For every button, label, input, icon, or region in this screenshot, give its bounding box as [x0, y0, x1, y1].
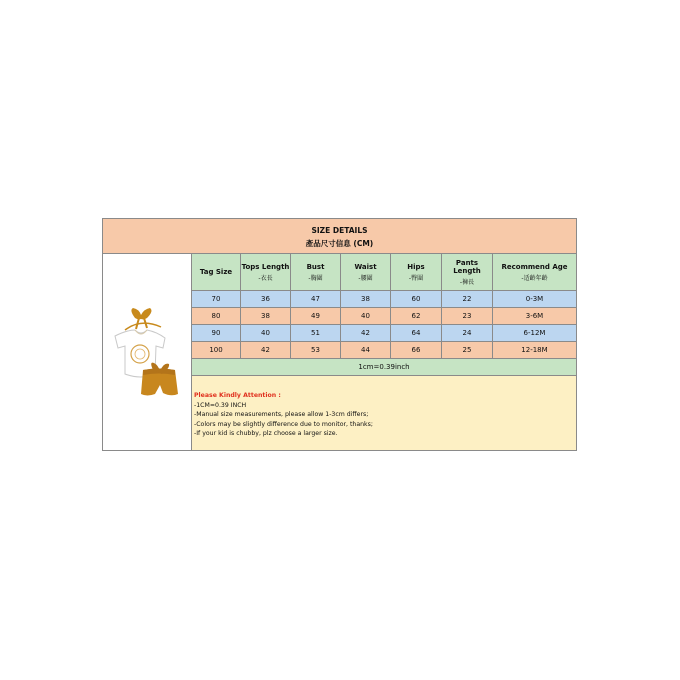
column-header-label: Bust: [306, 262, 325, 271]
table-cell: 23: [442, 308, 493, 324]
column-header-label: Recommend Age: [501, 262, 568, 271]
table-cell: 66: [391, 342, 442, 358]
table-cell: 51: [291, 325, 341, 341]
table-cell: 44: [341, 342, 391, 358]
column-header-label: Tag Size: [199, 268, 233, 276]
column-header-label: Waist: [354, 262, 377, 271]
table-cell: 64: [391, 325, 442, 341]
column-header: [442, 254, 493, 290]
column-header-sub: -衣長: [258, 274, 273, 282]
column-header: [291, 254, 341, 290]
attention-notes: [192, 376, 576, 450]
table-cell: 22: [442, 291, 493, 307]
column-header: [192, 254, 241, 290]
note-line: -Manual size measurements, please allow 1-3cm differs;: [194, 411, 369, 419]
table-cell: 38: [241, 308, 291, 324]
column-header-label: Tops Length: [241, 262, 290, 271]
product-photo: [103, 254, 192, 450]
conversion-row: [192, 359, 576, 376]
column-header-label: Pants Length: [453, 258, 481, 275]
table-row: [192, 308, 576, 325]
note-line: -Colors may be slightly difference due to monitor, thanks;: [194, 420, 373, 428]
attention-heading: Please Kindly Attention :: [194, 392, 281, 399]
table-cell: 42: [241, 342, 291, 358]
table-cell: 40: [341, 308, 391, 324]
column-header: [391, 254, 442, 290]
table-cell: 100: [192, 342, 241, 358]
note-line: -If your kid is chubby, plz choose a larger size.: [194, 430, 338, 438]
table-row: [192, 291, 576, 308]
table-cell: 90: [192, 325, 241, 341]
table-cell: 25: [442, 342, 493, 358]
column-header-sub: -腰圍: [358, 274, 373, 282]
table-cell: 42: [341, 325, 391, 341]
table-cell: 53: [291, 342, 341, 358]
table-cell: 40: [241, 325, 291, 341]
column-header: [493, 254, 576, 290]
table-cell: 38: [341, 291, 391, 307]
chart-title: SIZE DETAILS: [311, 226, 368, 235]
column-header-label: Hips: [407, 262, 425, 271]
table-cell: 12-18M: [521, 346, 548, 354]
column-header: [341, 254, 391, 290]
table-cell: 49: [291, 308, 341, 324]
column-header: [241, 254, 291, 290]
table-cell: 80: [192, 308, 241, 324]
column-header-sub: -胸圍: [308, 274, 323, 282]
size-chart-header: [103, 219, 576, 254]
table-cell: 47: [291, 291, 341, 307]
note-line: -1CM=0.39 INCH: [194, 401, 247, 409]
table-cell: 70: [192, 291, 241, 307]
chart-subtitle: 產品尺寸信息 (CM): [305, 239, 374, 248]
table-cell: 0-3M: [525, 295, 544, 303]
table-cell: 6-12M: [523, 329, 546, 337]
table-cell: 60: [391, 291, 442, 307]
table-cell: 62: [391, 308, 442, 324]
column-header-sub: -臀圍: [408, 274, 424, 282]
column-header-sub: -适齡年齡: [521, 274, 548, 282]
table-cell: 36: [241, 291, 291, 307]
size-chart: [102, 218, 577, 451]
table-row: [192, 325, 576, 342]
table-row: [192, 342, 576, 359]
table-header-row: [192, 254, 576, 291]
baby-outfit-romper-and-mustard-shorts-icon: [103, 254, 191, 450]
column-header-sub: -褲長: [459, 278, 475, 286]
table-cell: 24: [442, 325, 493, 341]
table-cell: 3-6M: [525, 312, 544, 320]
conversion-text: 1cm=0.39inch: [358, 363, 410, 371]
